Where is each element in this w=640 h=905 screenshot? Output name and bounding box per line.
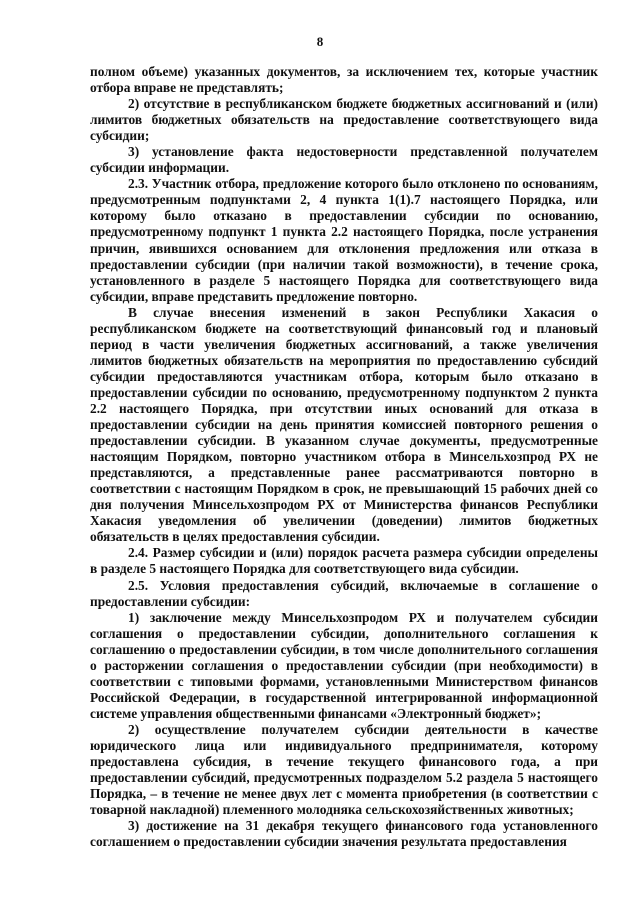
paragraph: В случае внесения изменений в закон Республики Хакасия о республиканском бюджете на соответствующий финансовый год и плановый период в части увеличения бюджетных ассигнований, а также увеличения лимитов бюджетных обязательств на мероприятия по предоставлению субсидий субсидии предоставляются участникам отбора, которым было отказано в предоставлении субсидии по основанию, предусмотренному подпунктом 2 пункта 2.2 настоящего Порядка, при отсутствии иных оснований для отказа в предоставлении субсидии на день принятия комиссией повторного решения о предоставлении субсидии. В указанном случае документы, предусмотренные настоящим Порядком, повторно участником отбора в Минсельхозпрод РХ не представляются, а представленные ранее рассматриваются повторно в соответствии с настоящим Порядком в срок, не превышающий 15 рабочих дней со дня получения Минсельхозпродом РХ от Министерства финансов Республики Хакасия уведомления об увеличении (доведении) лимитов бюджетных обязательств в целях предоставления субсидии. (90, 304, 598, 545)
paragraph: 2.3. Участник отбора, предложение которого было отклонено по основаниям, предусмотренным подпунктами 2, 4 пункта 1(1).7 настоящего Порядка, или которому было отказано в предоставлении субсидии по основанию, предусмотренному подпункт 1 пункта 2.2 настоящего Порядка, после устранения причин, явившихся основанием для отклонения предложения или отказа в предоставлении субсидии (при наличии такой возможности), в течение срока, установленного в разделе 5 настоящего Порядка для соответствующего вида субсидии, вправе представить предложение повторно. (90, 176, 598, 304)
paragraph: полном объеме) указанных документов, за исключением тех, которые участник отбора вправе не представлять; (90, 64, 598, 96)
document-body (90, 64, 598, 850)
paragraph: 2.5. Условия предоставления субсидий, включаемые в соглашение о предоставлении субсидии: (90, 577, 598, 609)
paragraph: 2) отсутствие в республиканском бюджете бюджетных ассигнований и (или) лимитов бюджетных обязательств на предоставление соответствующего вида субсидии; (90, 96, 598, 144)
paragraph: 2) осуществление получателем субсидии деятельности в качестве юридического лица или индивидуального предпринимателя, которому предоставлена субсидия, в течение текущего финансового года, а при предоставлении субсидий, предусмотренных подразделом 5.2 раздела 5 настоящего Порядка, – в течение не менее двух лет с момента приобретения (в соответствии с товарной накладной) племенного молодняка сельскохозяйственных животных; (90, 721, 598, 818)
paragraph: 3) достижение на 31 декабря текущего финансового года установленного соглашением о предоставлении субсидии значения результата предоставления (90, 818, 598, 850)
paragraph: 3) установление факта недостоверности представленной получателем субсидии информации. (90, 144, 598, 176)
paragraph: 2.4. Размер субсидии и (или) порядок расчета размера субсидии определены в разделе 5 настоящего Порядка для соответствующего вида субсидии. (90, 545, 598, 577)
page-number: 8 (316, 34, 324, 49)
paragraph: 1) заключение между Минсельхозпродом РХ и получателем субсидии соглашения о предоставлении субсидии, дополнительного соглашения к соглашению о предоставлении субсидии, в том числе дополнительного соглашения о расторжении соглашения о предоставлении субсидии (при необходимости) в соответствии с типовыми формами, установленными Министерством финансов Российской Федерации, в государственной интегрированной информационной системе управления общественными финансами «Электронный бюджет»; (90, 609, 598, 721)
